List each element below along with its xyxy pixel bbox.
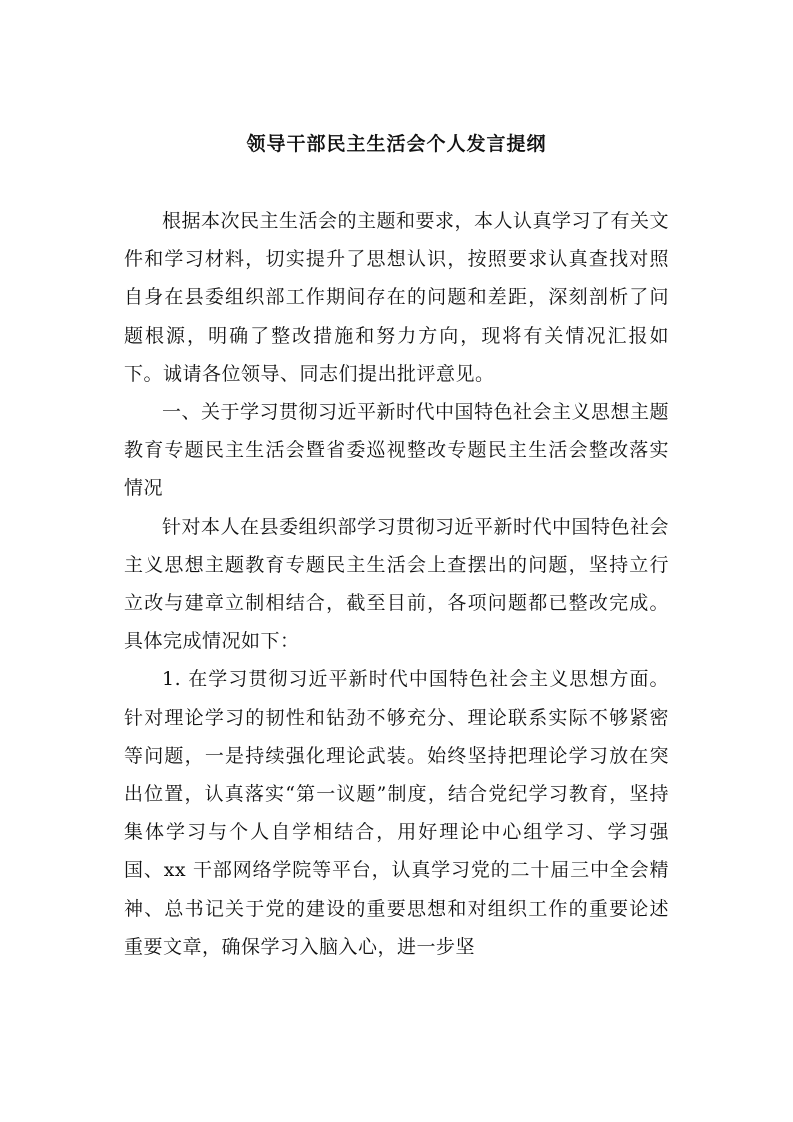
paragraph-intro: 根据本次民主生活会的主题和要求，本人认真学习了有关文件和学习材料，切实提升了思想认识，按照要求认真查找对照自身在县委组织部工作期间存在的问题和差距，深刻剖析了问题根源，明确了整改措施和努力方向，现将有关情况汇报如下。诚请各位领导、同志们提出批评意见。 (124, 210, 670, 385)
section-heading-1: 一、关于学习贯彻习近平新时代中国特色社会主义思想主题教育专题民主生活会暨省委巡视整改专题民主生活会整改落实情况 (124, 401, 670, 500)
paragraph-item-1: 1. 在学习贯彻习近平新时代中国特色社会主义思想方面。针对理论学习的韧性和钻劲不够充分、理论联系实际不够紧密等问题，一是持续强化理论武装。始终坚持把理论学习放在突出位置，认真落实“第一议题”制度，结合党纪学习教育，坚持集体学习与个人自学相结合，用好理论中心组学习、学习强国、xx 干部网络学院等平台，认真学习党的二十届三中全会精神、总书记关于党的建设的重要思想和对组织工作的重要论述重要文章，确保学习入脑入心，进一步坚 (124, 668, 669, 958)
document-title: 领导干部民主生活会个人发言提纲 (246, 133, 547, 155)
paragraph-section-1: 针对本人在县委组织部学习贯彻习近平新时代中国特色社会主义思想主题教育专题民主生活会上查摆出的问题，坚持立行立改与建章立制相结合，截至目前，各项问题都已整改完成。具体完成情况如下： (124, 515, 670, 653)
